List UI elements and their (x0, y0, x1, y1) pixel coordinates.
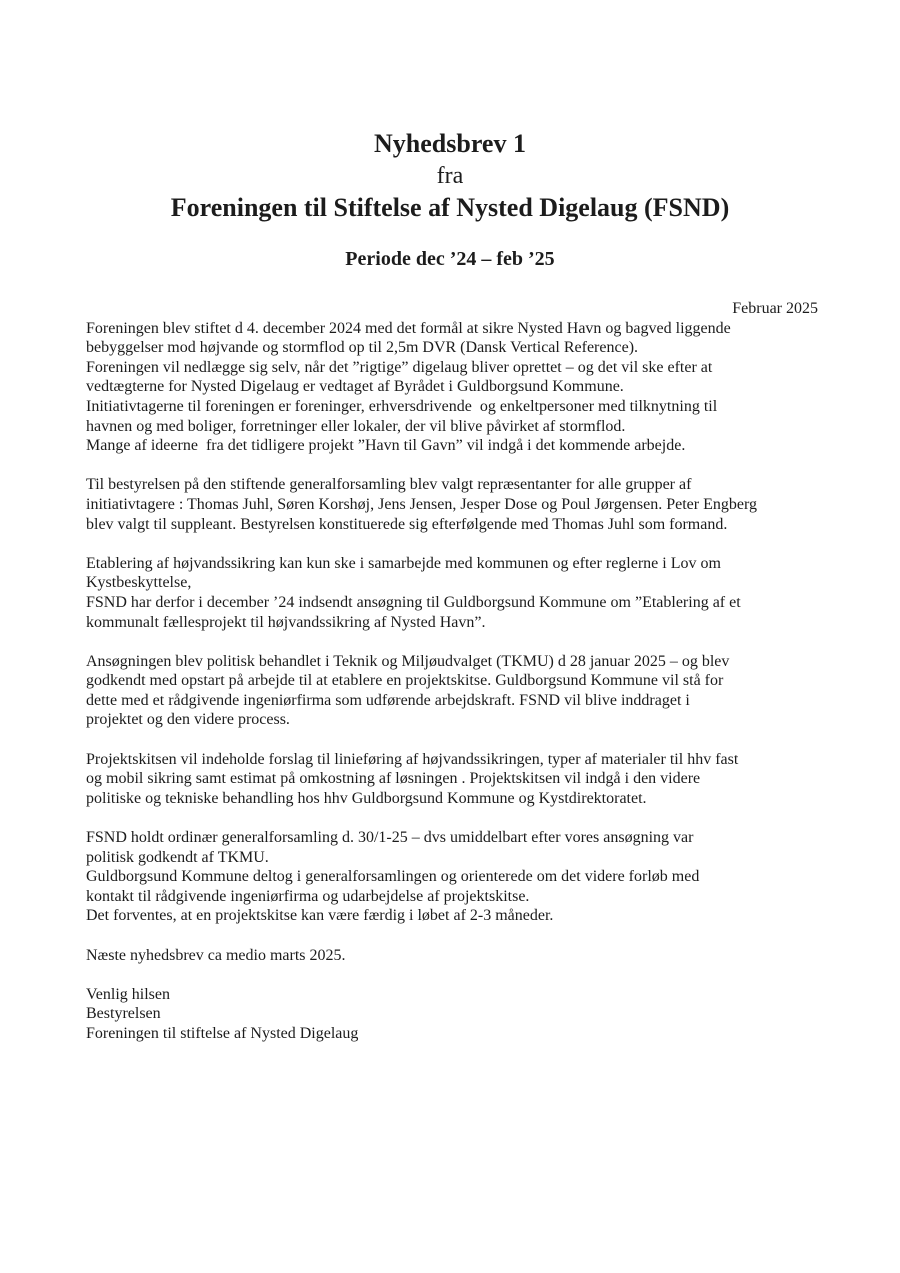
paragraph (86, 985, 830, 1044)
title-connector: fra (436, 163, 464, 189)
paragraph (86, 750, 830, 809)
text-line: Foreningen blev stiftet d 4. december 2024 med det formål at sikre Nysted Havn og bagved liggende (86, 319, 731, 337)
text-line: Foreningen vil nedlægge sig selv, når det ”rigtige” digelaug bliver oprettet – og det vil ske efter at (86, 358, 713, 376)
text-line: blev valgt til suppleant. Bestyrelsen konstituerede sig efterfølgende med Thomas Juhl som formand. (86, 515, 728, 533)
text-line: bebyggelser mod højvande og stormflod op til 2,5m DVR (Dansk Vertical Reference). (86, 339, 639, 357)
text-line: politisk godkendt af TKMU. (86, 848, 269, 866)
text-line: Bestyrelsen (86, 1005, 161, 1023)
text-line: Ansøgningen blev politisk behandlet i Teknik og Miljøudvalget (TKMU) d 28 januar 2025 – og blev (86, 652, 730, 670)
paragraph (86, 319, 830, 456)
text-line: initiativtagere : Thomas Juhl, Søren Korshøj, Jens Jensen, Jesper Dose og Poul Jørgensen. Peter Engberg (86, 495, 758, 513)
text-line: dette med et rådgivende ingeniørfirma som udførende arbejdskraft. FSND vil blive inddraget i (86, 691, 690, 709)
text-line: FSND holdt ordinær generalforsamling d. 30/1-25 – dvs umiddelbart efter vores ansøgning var (86, 829, 694, 847)
text-line: Initiativtagerne til foreningen er foreninger, erhversdrivende og enkeltpersoner med tilknytning til (86, 397, 718, 415)
document-body (0, 319, 900, 1044)
text-line: kommunalt fællesprojekt til højvandssikring af Nysted Havn”. (86, 613, 486, 631)
text-line: politiske og tekniske behandling hos hhv Guldborgsund Kommune og Kystdirektoratet. (86, 789, 647, 807)
paragraph (86, 828, 830, 926)
text-line: projektet og den videre process. (86, 711, 290, 729)
period-subtitle: Periode dec ’24 – feb ’25 (345, 248, 555, 270)
document-header (0, 128, 900, 272)
text-line: Foreningen til stiftelse af Nysted Digelaug (86, 1024, 359, 1042)
newsletter-title: Nyhedsbrev 1 (374, 129, 526, 158)
text-line: og mobil sikring samt estimat på omkostning af løsningen . Projektskitsen vil indgå i den videre (86, 770, 701, 788)
date-line: Februar 2025 (732, 300, 818, 317)
text-line: Kystbeskyttelse, (86, 574, 192, 592)
text-line: godkendt med opstart på arbejde til at etablere en projektskitse. Guldborgsund Kommune vil stå for (86, 672, 724, 690)
text-line: Til bestyrelsen på den stiftende generalforsamling blev valgt repræsentanter for alle grupper af (86, 476, 692, 494)
text-line: Etablering af højvandssikring kan kun ske i samarbejde med kommunen og efter reglerne i Lov om (86, 554, 721, 572)
paragraph (86, 554, 830, 632)
text-line: FSND har derfor i december ’24 indsendt ansøgning til Guldborgsund Kommune om ”Etablering af et (86, 593, 741, 611)
paragraph (86, 946, 830, 966)
text-line: vedtægterne for Nysted Digelaug er vedtaget af Byrådet i Guldborgsund Kommune. (86, 378, 624, 396)
paragraph (86, 652, 830, 730)
text-line: havnen og med boliger, forretninger eller lokaler, der vil blive påvirket af stormflod. (86, 417, 626, 435)
association-title: Foreningen til Stiftelse af Nysted Digelaug (FSND) (170, 193, 730, 222)
text-line: Projektskitsen vil indeholde forslag til linieføring af højvandssikringen, typer af materialer til hhv fast (86, 750, 739, 768)
text-line: Næste nyhedsbrev ca medio marts 2025. (86, 946, 346, 964)
text-line: Det forventes, at en projektskitse kan være færdig i løbet af 2-3 måneder. (86, 907, 554, 925)
text-line: Venlig hilsen (86, 985, 170, 1003)
text-line: Mange af ideerne fra det tidligere projekt ”Havn til Gavn” vil indgå i det kommende arbejde. (86, 437, 686, 455)
paragraph (86, 475, 830, 534)
text-line: kontakt til rådgivende ingeniørfirma og udarbejdelse af projektskitse. (86, 887, 530, 905)
text-line: Guldborgsund Kommune deltog i generalforsamlingen og orienterede om det videre forløb med (86, 868, 700, 886)
